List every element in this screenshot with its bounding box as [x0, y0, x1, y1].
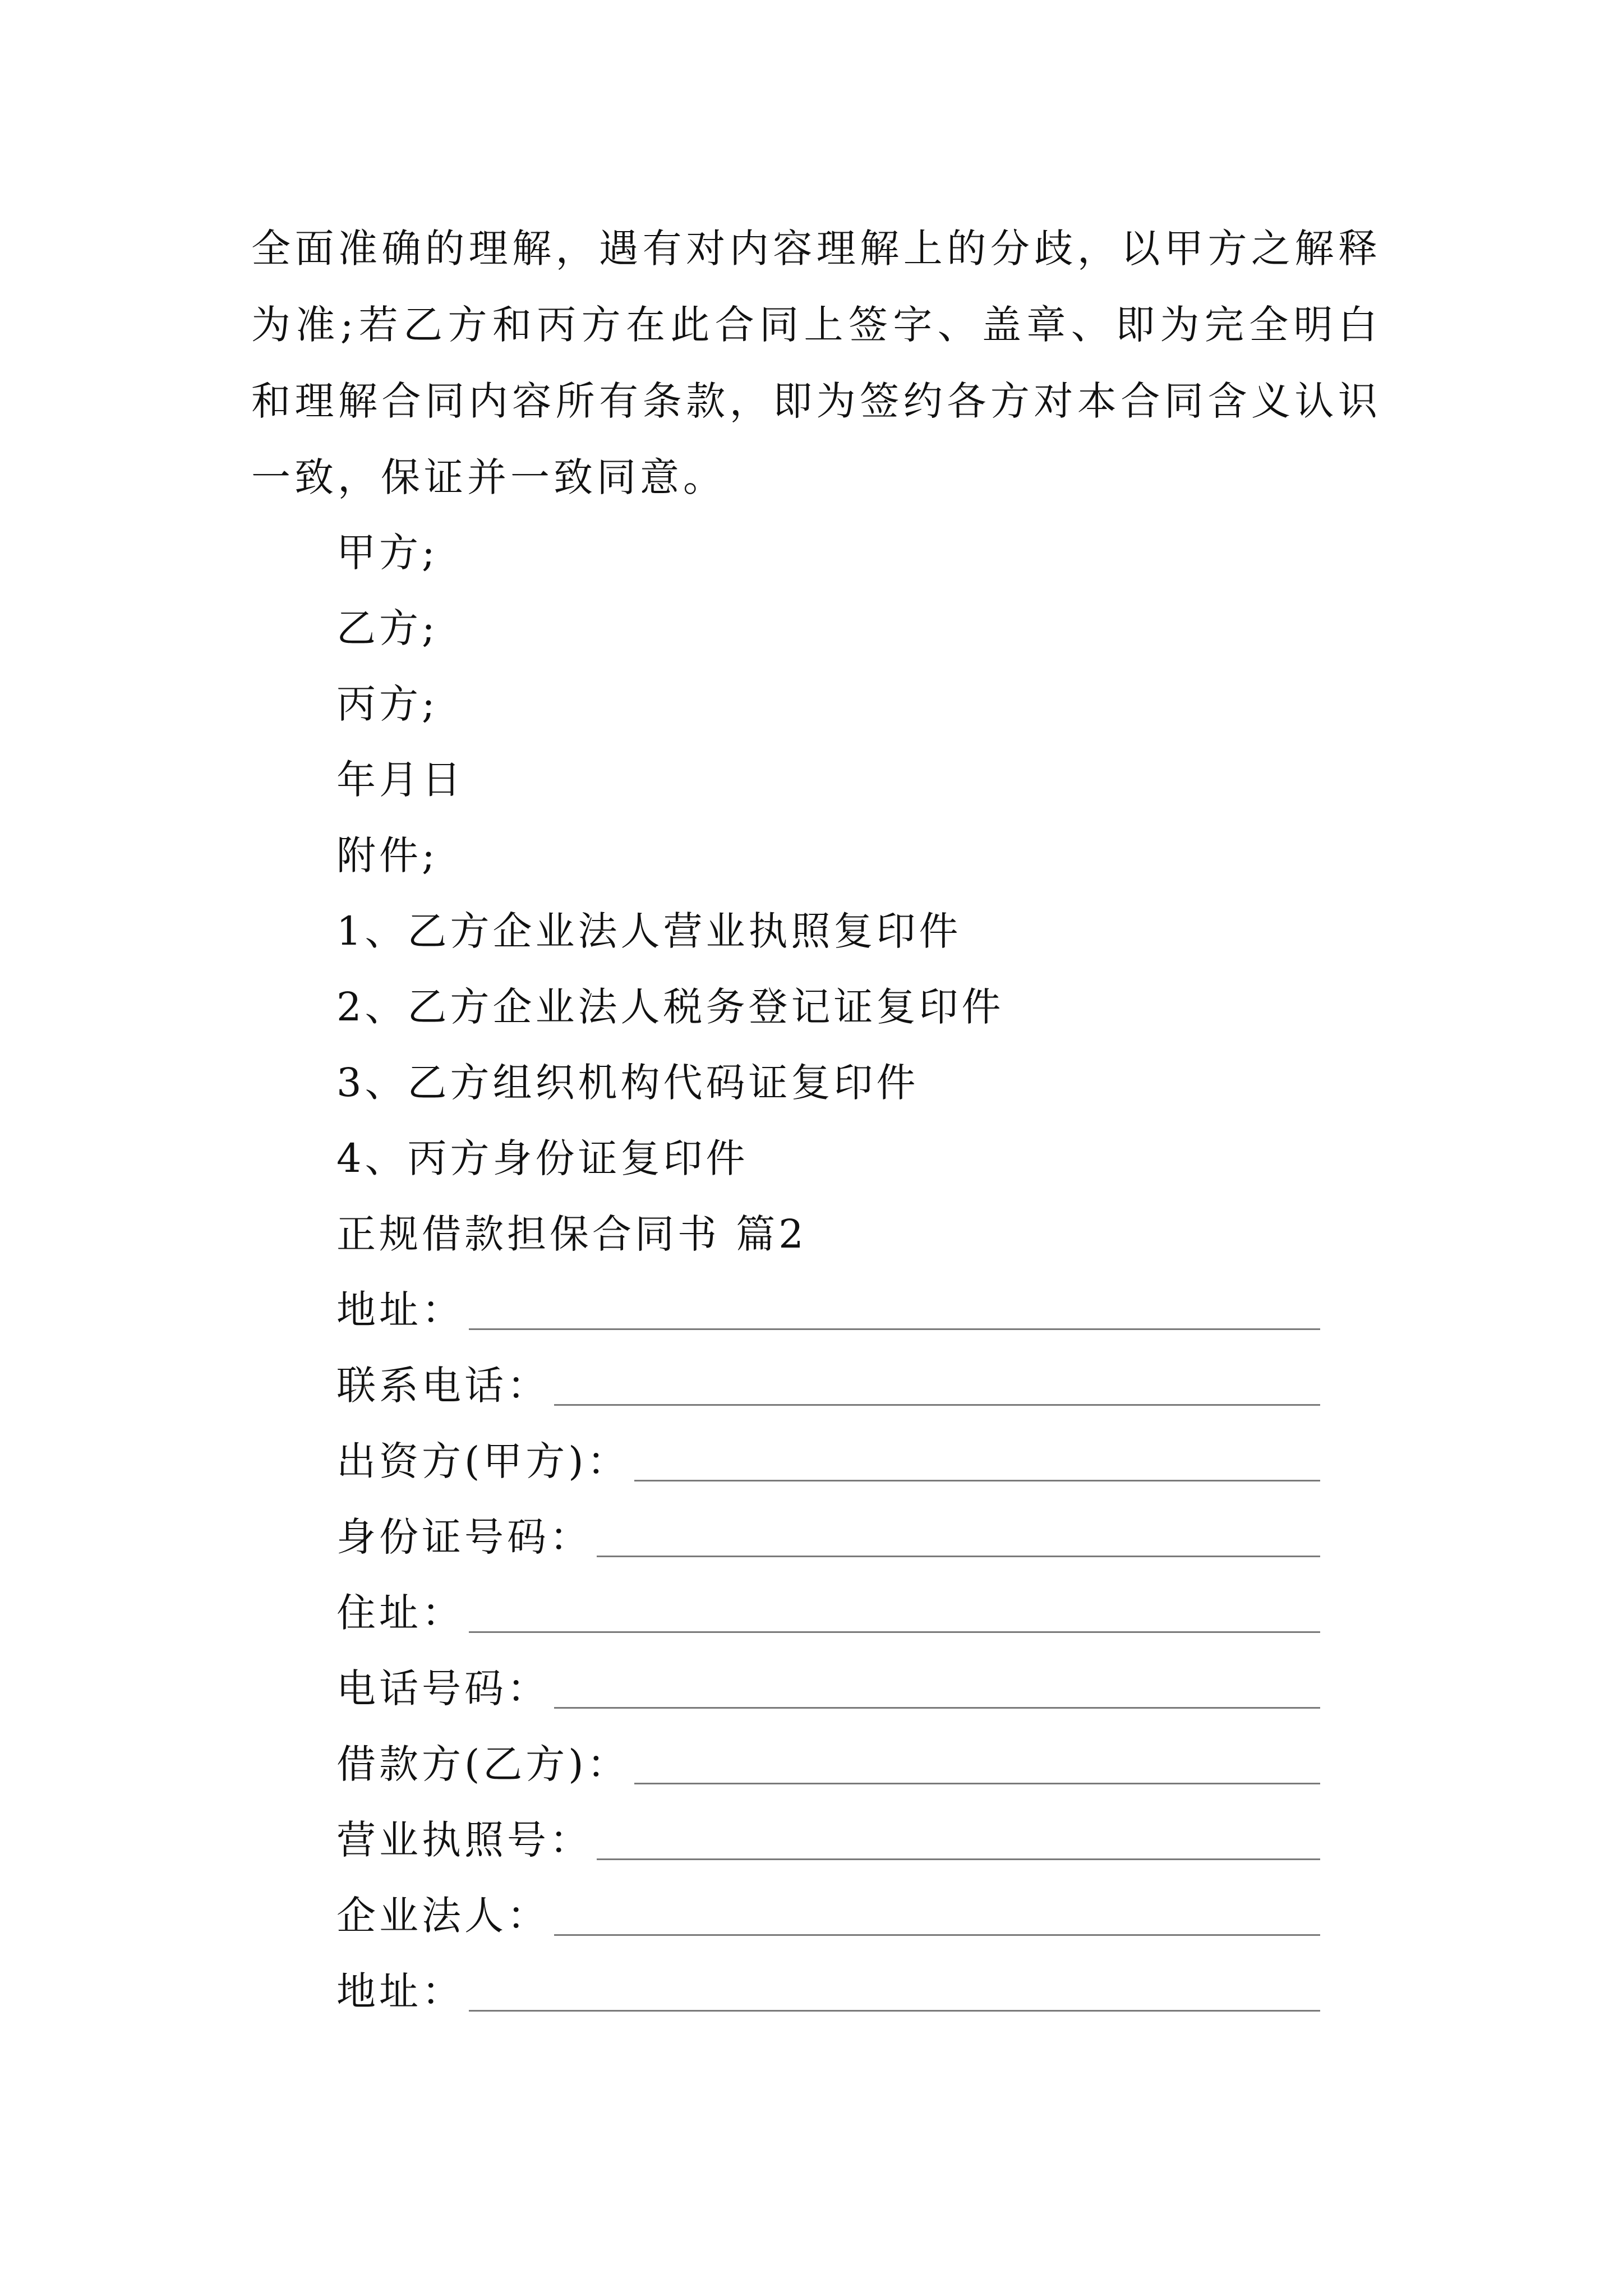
fill-in-blank [469, 1328, 1320, 1330]
fill-in-blank [554, 1707, 1320, 1709]
company-address-field [336, 1963, 1320, 2019]
attachment-item: 3、乙方组织机构代码证复印件 [336, 1060, 919, 1106]
party-b-signature-label: 乙方; [336, 605, 439, 651]
body-paragraph: 全面准确的理解，遇有对内容理解上的分歧，以甲方之解释为准;若乙方和丙方在此合同上签字、盖章、即为完全明白和理解合同内容所有条款，即为签约各方对本合同含义认识一致，保证并一致同意。 [251, 226, 1381, 500]
residence-field [336, 1585, 1320, 1641]
fill-in-blank [554, 1934, 1320, 1936]
legal-person-field [336, 1888, 1320, 1944]
fill-in-blank [634, 1783, 1320, 1784]
field-label: 联系电话： [336, 1363, 550, 1409]
field-label: 企业法人： [336, 1893, 550, 1939]
field-label: 借款方(乙方)： [336, 1741, 630, 1787]
business-license-field [336, 1812, 1320, 1868]
lender-field [336, 1433, 1320, 1489]
section-title: 正规借款担保合同书 篇2 [336, 1211, 807, 1257]
party-a-signature-label: 甲方; [336, 530, 439, 576]
id-number-field [336, 1509, 1320, 1565]
signature-date: 年月日 [336, 757, 464, 803]
address-field [336, 1282, 1320, 1338]
attachments-heading: 附件; [336, 832, 439, 878]
borrower-field [336, 1736, 1320, 1792]
field-label: 地址： [336, 1287, 464, 1333]
fill-in-blank [597, 1858, 1320, 1860]
field-label: 出资方(甲方)： [336, 1438, 630, 1484]
field-label: 营业执照号： [336, 1817, 592, 1863]
fill-in-blank [597, 1556, 1320, 1557]
field-label: 住址： [336, 1590, 464, 1636]
attachment-item: 2、乙方企业法人税务登记证复印件 [336, 984, 1004, 1030]
attachment-item: 4、丙方身份证复印件 [336, 1135, 749, 1181]
fill-in-blank [634, 1480, 1320, 1481]
fill-in-blank [469, 1631, 1320, 1633]
attachment-item: 1、乙方企业法人营业执照复印件 [336, 908, 962, 954]
phone-number-field [336, 1660, 1320, 1717]
party-c-signature-label: 丙方; [336, 681, 439, 727]
fill-in-blank [554, 1404, 1320, 1406]
field-label: 身份证号码： [336, 1514, 592, 1560]
contact-phone-field [336, 1358, 1320, 1414]
fill-in-blank [469, 2010, 1320, 2012]
field-label: 电话号码： [336, 1665, 550, 1711]
field-label: 地址： [336, 1968, 464, 2014]
